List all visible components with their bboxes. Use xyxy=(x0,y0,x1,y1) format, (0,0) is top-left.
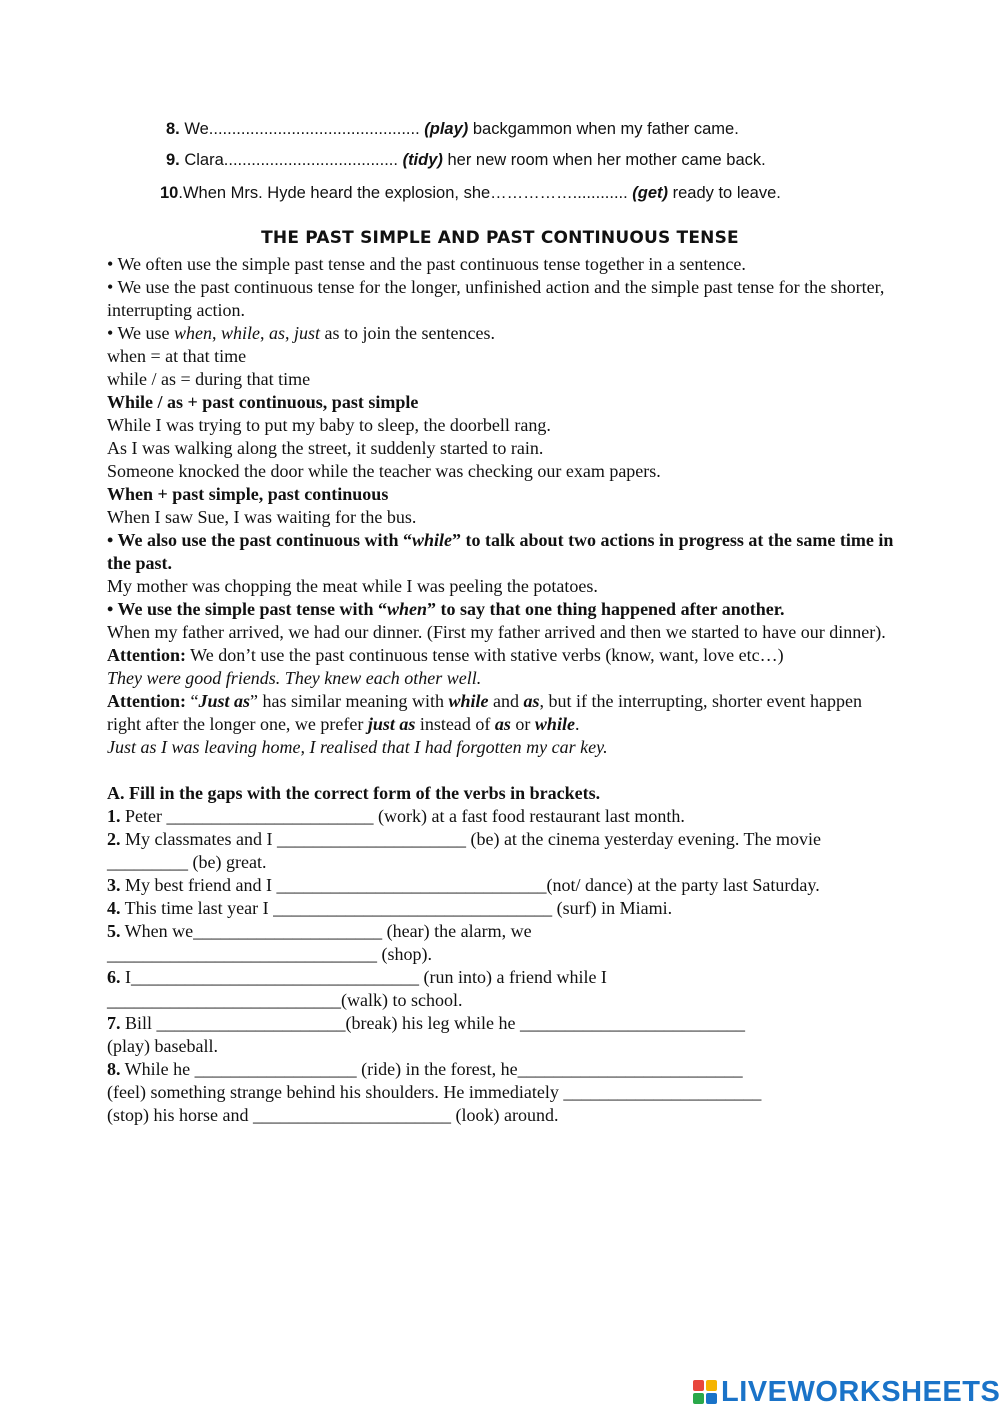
exercise-question[interactable]: 3. My best friend and I ______________________________(not/ dance) at the party last Saturday. xyxy=(107,875,820,895)
example-sentence: As I was walking along the street, it suddenly started to rain. xyxy=(107,438,544,458)
exercise-question[interactable]: 1. Peter _______________________ (work) at a fast food restaurant last month. xyxy=(107,806,685,826)
item-number: 10 xyxy=(160,184,179,202)
example-sentence: While I was trying to put my baby to sleep, the doorbell rang. xyxy=(107,415,551,435)
exercise-question-cont[interactable]: __________________________(walk) to school. xyxy=(107,990,463,1010)
exercise-question-cont[interactable]: (feel) something strange behind his shoulders. He immediately ______________________ xyxy=(107,1082,762,1102)
rule-bullet: • We use when, while, as, just as to join the sentences. xyxy=(107,323,496,343)
item-text: .When Mrs. Hyde heard the explosion, she……………............ xyxy=(178,184,628,202)
definition: while / as = during that time xyxy=(107,369,311,389)
exercise-heading: A. Fill in the gaps with the correct form of the verbs in brackets. xyxy=(107,783,601,803)
item-verb: (play) xyxy=(419,120,469,138)
example-sentence: When I saw Sue, I was waiting for the bus. xyxy=(107,507,417,527)
definition: when = at that time xyxy=(107,346,247,366)
structure-heading: While / as + past continuous, past simple xyxy=(107,392,419,412)
exercise-question[interactable]: 4. This time last year I _______________________________ (surf) in Miami. xyxy=(107,898,673,918)
item-text: ready to leave. xyxy=(668,184,781,202)
logo-text: LIVEWORKSHEETS xyxy=(721,1375,1000,1408)
exercise-question[interactable]: 5. When we_____________________ (hear) the alarm, we xyxy=(107,921,532,941)
page-title: THE PAST SIMPLE AND PAST CONTINUOUS TENSE xyxy=(261,228,739,248)
example-sentence: They were good friends. They knew each other well. xyxy=(107,668,482,688)
attention-note: Attention: We don’t use the past continuous tense with stative verbs (know, want, love etc…) xyxy=(107,645,784,665)
exercise-question-cont[interactable]: (play) baseball. xyxy=(107,1036,218,1056)
example-sentence: Just as I was leaving home, I realised that I had forgotten my car key. xyxy=(107,737,608,757)
item-verb: (get) xyxy=(627,184,669,202)
item-number: 8. xyxy=(166,120,180,138)
list-item xyxy=(166,151,766,170)
liveworksheets-logo[interactable] xyxy=(693,1376,1000,1408)
list-item xyxy=(160,184,781,203)
rule-bullet: • We use the simple past tense with “when” to say that one thing happened after another. xyxy=(107,599,785,619)
example-sentence: My mother was chopping the meat while I was peeling the potatoes. xyxy=(107,576,598,596)
rule-bullet: • We also use the past continuous with “while” to talk about two actions in progress at the same time in the past. xyxy=(107,530,894,573)
example-sentence: When my father arrived, we had our dinner. (First my father arrived and then we started to have our dinner). xyxy=(107,622,886,642)
structure-heading: When + past simple, past continuous xyxy=(107,484,389,504)
item-text: Clara...................................... xyxy=(179,151,398,169)
grammar-section xyxy=(107,253,897,1127)
rule-bullet: • We often use the simple past tense and the past continuous tense together in a sentence. xyxy=(107,254,746,274)
example-sentence: Someone knocked the door while the teacher was checking our exam papers. xyxy=(107,461,661,481)
list-item xyxy=(166,120,739,139)
exercise-question-cont[interactable]: ______________________________ (shop). xyxy=(107,944,432,964)
exercise-question[interactable]: 7. Bill _____________________(break) his leg while he _________________________ xyxy=(107,1013,745,1033)
exercise-question[interactable]: 2. My classmates and I _____________________ (be) at the cinema yesterday evening. The movie _________ (be) great. xyxy=(107,829,821,872)
rule-bullet: • We use the past continuous tense for the longer, unfinished action and the simple past tense for the shorter, interrupting action. xyxy=(107,277,885,320)
item-verb: (tidy) xyxy=(397,151,443,169)
item-text: her new room when her mother came back. xyxy=(442,151,766,169)
exercise-question-cont[interactable]: (stop) his horse and ______________________ (look) around. xyxy=(107,1105,559,1125)
logo-icon xyxy=(693,1380,717,1404)
item-text: We.............................................. xyxy=(179,120,420,138)
exercise-question[interactable]: 8. While he __________________ (ride) in the forest, he_________________________ xyxy=(107,1059,743,1079)
item-number: 9. xyxy=(166,151,180,169)
exercise-question[interactable]: 6. I________________________________ (run into) a friend while I xyxy=(107,967,607,987)
attention-note: Attention: “Just as” has similar meaning with while and as, but if the interrupting, shorter event happen right after the longer one, we prefer just as instead of as or while. xyxy=(107,691,862,734)
item-text: backgammon when my father came. xyxy=(468,120,739,138)
